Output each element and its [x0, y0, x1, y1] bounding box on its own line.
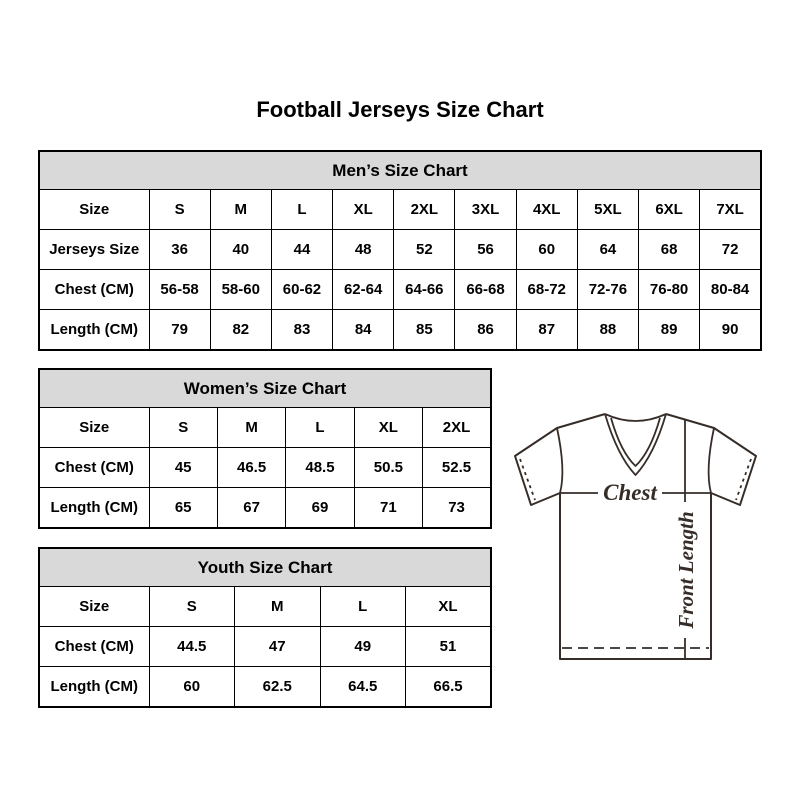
cell-value: 84 — [333, 310, 394, 351]
cell-value: 72-76 — [577, 270, 638, 310]
cell-value: M — [210, 190, 271, 230]
table-header-row — [39, 548, 491, 587]
vneck-inner-line — [611, 418, 660, 466]
cell-value: 58-60 — [210, 270, 271, 310]
cell-value: 48 — [333, 230, 394, 270]
cell-value: 66.5 — [406, 667, 492, 708]
cell-value: 62-64 — [333, 270, 394, 310]
cell-value: L — [286, 408, 354, 448]
cell-value: 51 — [406, 627, 492, 667]
left-armhole-seam — [557, 428, 562, 493]
table-row — [39, 448, 491, 488]
row-label: Chest (CM) — [39, 270, 149, 310]
front-length-label: Front Length — [674, 511, 698, 629]
cell-value: 60 — [516, 230, 577, 270]
cell-value: 6XL — [639, 190, 700, 230]
cell-value: L — [271, 190, 332, 230]
cell-value: 65 — [149, 488, 217, 529]
row-label: Size — [39, 408, 149, 448]
youth-size-chart-table — [38, 547, 492, 708]
row-label: Length (CM) — [39, 310, 149, 351]
table-row — [39, 190, 761, 230]
cell-value: 85 — [394, 310, 455, 351]
cell-value: 80-84 — [700, 270, 761, 310]
cell-value: 48.5 — [286, 448, 354, 488]
cell-value: 40 — [210, 230, 271, 270]
cell-value: S — [149, 587, 235, 627]
cell-value: 52.5 — [423, 448, 491, 488]
table-title: Men’s Size Chart — [39, 151, 761, 190]
table-row — [39, 230, 761, 270]
jersey-outline-shape — [515, 414, 756, 659]
cell-value: 62.5 — [235, 667, 321, 708]
chest-label: Chest — [603, 480, 657, 505]
cell-value: 36 — [149, 230, 210, 270]
cell-value: XL — [333, 190, 394, 230]
cell-value: 56 — [455, 230, 516, 270]
table-row — [39, 627, 491, 667]
collar-back-arc — [605, 414, 666, 421]
cell-value: 72 — [700, 230, 761, 270]
row-label: Chest (CM) — [39, 627, 149, 667]
cell-value: L — [320, 587, 406, 627]
row-label: Chest (CM) — [39, 448, 149, 488]
cell-value: 83 — [271, 310, 332, 351]
cell-value: 88 — [577, 310, 638, 351]
cell-value: 2XL — [423, 408, 491, 448]
table-header-row — [39, 151, 761, 190]
cell-value: 68 — [639, 230, 700, 270]
jersey-measurement-diagram — [505, 398, 771, 668]
cell-value: M — [235, 587, 321, 627]
cell-value: 4XL — [516, 190, 577, 230]
cell-value: M — [217, 408, 285, 448]
cell-value: 69 — [286, 488, 354, 529]
cell-value: 64.5 — [320, 667, 406, 708]
cell-value: XL — [406, 587, 492, 627]
cell-value: 66-68 — [455, 270, 516, 310]
table-row — [39, 408, 491, 448]
cell-value: 45 — [149, 448, 217, 488]
cell-value: 7XL — [700, 190, 761, 230]
cell-value: 3XL — [455, 190, 516, 230]
cell-value: 89 — [639, 310, 700, 351]
cell-value: 52 — [394, 230, 455, 270]
cell-value: 50.5 — [354, 448, 422, 488]
cell-value: 60-62 — [271, 270, 332, 310]
cell-value: 60 — [149, 667, 235, 708]
mens-size-chart-table — [38, 150, 762, 351]
cell-value: 87 — [516, 310, 577, 351]
cell-value: 44 — [271, 230, 332, 270]
cell-value: 71 — [354, 488, 422, 529]
table-row — [39, 488, 491, 529]
womens-size-chart-table — [38, 368, 492, 529]
row-label: Size — [39, 587, 149, 627]
right-armhole-seam — [709, 428, 714, 493]
table-title: Youth Size Chart — [39, 548, 491, 587]
row-label: Length (CM) — [39, 667, 149, 708]
cell-value: 2XL — [394, 190, 455, 230]
cell-value: 82 — [210, 310, 271, 351]
table-title: Women’s Size Chart — [39, 369, 491, 408]
cell-value: 47 — [235, 627, 321, 667]
cell-value: 64-66 — [394, 270, 455, 310]
row-label: Jerseys Size — [39, 230, 149, 270]
cell-value: 86 — [455, 310, 516, 351]
cell-value: 68-72 — [516, 270, 577, 310]
cell-value: 5XL — [577, 190, 638, 230]
cell-value: 73 — [423, 488, 491, 529]
cell-value: S — [149, 408, 217, 448]
cell-value: 76-80 — [639, 270, 700, 310]
table-row — [39, 667, 491, 708]
cell-value: 46.5 — [217, 448, 285, 488]
table-row — [39, 310, 761, 351]
cell-value: 67 — [217, 488, 285, 529]
cell-value: 56-58 — [149, 270, 210, 310]
page-title: Football Jerseys Size Chart — [256, 97, 544, 122]
row-label: Length (CM) — [39, 488, 149, 529]
cell-value: XL — [354, 408, 422, 448]
cell-value: 79 — [149, 310, 210, 351]
table-row — [39, 270, 761, 310]
table-row — [39, 587, 491, 627]
cell-value: 90 — [700, 310, 761, 351]
cell-value: 49 — [320, 627, 406, 667]
row-label: Size — [39, 190, 149, 230]
cell-value: S — [149, 190, 210, 230]
cell-value: 64 — [577, 230, 638, 270]
cell-value: 44.5 — [149, 627, 235, 667]
table-header-row — [39, 369, 491, 408]
